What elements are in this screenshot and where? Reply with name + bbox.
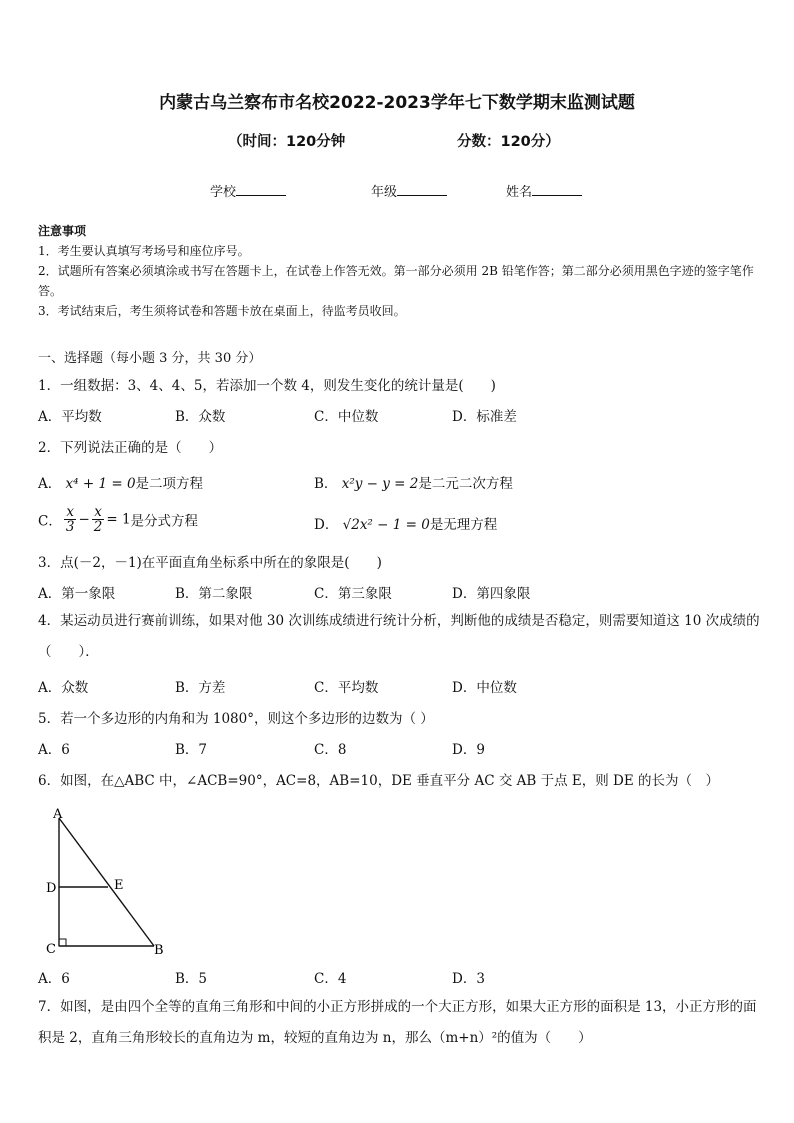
grade-field[interactable] [371,181,447,200]
label-e: E [114,878,124,893]
option-c[interactable]: C．4 [314,971,347,987]
option-b[interactable]: B．第二象限 [175,586,253,602]
name-blank[interactable] [532,183,582,196]
school-blank[interactable] [236,183,286,196]
question-1-stem: 1．一组数据：3、4、4、5，若添加一个数 4，则发生变化的统计量是( ) [38,378,496,394]
option-c[interactable]: C．8 [314,742,347,758]
option-label: B． [314,476,338,492]
question-4-options [38,676,760,698]
equation: √2x² − 1 = 0 [342,517,430,533]
question-5-options [38,738,760,760]
option-a[interactable] [38,472,203,492]
option-text: 是无理方程 [429,517,498,533]
option-c[interactable]: C．第三象限 [314,586,392,602]
option-c[interactable]: C． $\frac{x}{3}$ − $\frac{x}{2}$ = 1是分式方程 [38,504,199,535]
total-score: 分数：120分） [457,134,560,150]
school-field[interactable] [210,181,286,200]
triangle-figure [38,800,178,960]
question-6-stem: 6．如图，在△ABC 中，∠ACB=90°，AC=8，AB=10，DE 垂直平分 AC 交 AB 于点 E，则 DE 的长为（ ） [38,773,719,789]
option-label: A． [38,476,62,492]
option-b[interactable]: B．方差 [175,680,226,696]
section-heading: 一、选择题（每小题 3 分，共 30 分） [38,351,262,366]
grade-blank[interactable] [397,183,447,196]
option-d[interactable]: D．3 [452,971,485,987]
label-b: B [154,943,164,958]
option-c[interactable]: C．平均数 [314,680,379,696]
time-limit: （时间：120分钟 [228,134,346,150]
right-angle-mark [59,939,66,946]
exam-title: 内蒙古乌兰察布市名校2022-2023学年七下数学期末监测试题 [159,93,635,113]
notice-item: 1．考生要认真填写考场号和座位序号。 [38,244,250,258]
fraction: $\frac{x}{3}$ [65,504,75,535]
question-2-stem: 2．下列说法正确的是（ ） [38,440,223,456]
label-a: A [53,807,63,822]
option-d[interactable]: D．9 [452,742,485,758]
grade-label: 年级 [371,185,398,200]
option-b[interactable] [314,472,513,492]
option-a[interactable]: A．众数 [38,680,89,696]
notice-item: 2．试题所有答案必须填涂或书写在答题卡上，在试卷上作答无效。第一部分必须用 2B 铅笔作答；第二部分必须用黑色字迹的签字笔作答。 [38,264,754,298]
option-d[interactable]: D．中位数 [452,680,517,696]
option-label: C． [38,513,62,530]
option-b[interactable]: B．7 [175,742,208,758]
question-7-stem: 7．如图，是由四个全等的直角三角形和中间的小正方形拼成的一个大正方形，如果大正方形的面积是 13，小正方形的面积是 2，直角三角形较长的直角边为 m，较短的直角边为 n，那么（m+n）²的值为（ ） [38,999,757,1046]
question-3-options [38,582,760,604]
option-d[interactable] [314,513,497,533]
name-label: 姓名 [506,185,533,200]
question-5-stem: 5．若一个多边形的内角和为 1080°，则这个多边形的边数为（ ） [38,711,434,727]
option-text: 是二项方程 [135,476,204,492]
question-2-options-row1 [38,472,760,494]
option-c[interactable]: C．中位数 [314,409,379,425]
question-4-stem: 4．某运动员进行赛前训练，如果对他 30 次训练成绩进行统计分析，判断他的成绩是否稳定，则需要知道这 10 次成绩的（ ）． [38,613,760,660]
fraction: $\frac{x}{2}$ [93,504,103,535]
option-b[interactable]: B．5 [175,971,208,987]
notice-heading: 注意事项 [38,224,87,238]
label-d: D [46,881,57,896]
option-a[interactable]: A．6 [38,742,70,758]
option-label: D． [314,517,339,533]
notice-item: 3．考试结束后，考生须将试卷和答题卡放在桌面上，待监考员收回。 [38,304,406,318]
option-a[interactable]: A．6 [38,971,70,987]
question-6-options [38,967,760,989]
school-label: 学校 [210,185,237,200]
equation: x²y − y = 2 [341,476,419,492]
label-c: C [46,942,56,957]
option-text: 是二元二次方程 [418,476,513,492]
option-d[interactable]: D．第四象限 [452,586,531,602]
option-a[interactable]: A．第一象限 [38,586,116,602]
question-2-options-row2 [38,505,760,539]
question-1-options [38,405,760,427]
option-a[interactable]: A．平均数 [38,409,102,425]
question-3-stem: 3．点(－2，－1)在平面直角坐标系中所在的象限是( ) [38,555,382,571]
notice-block [38,221,760,321]
option-b[interactable]: B．众数 [175,409,226,425]
name-field[interactable] [506,181,582,200]
option-d[interactable]: D．标准差 [452,409,517,425]
option-text: 是分式方程 [130,513,199,530]
equation: x⁴ + 1 = 0 [65,476,136,492]
side-ab [59,818,154,946]
